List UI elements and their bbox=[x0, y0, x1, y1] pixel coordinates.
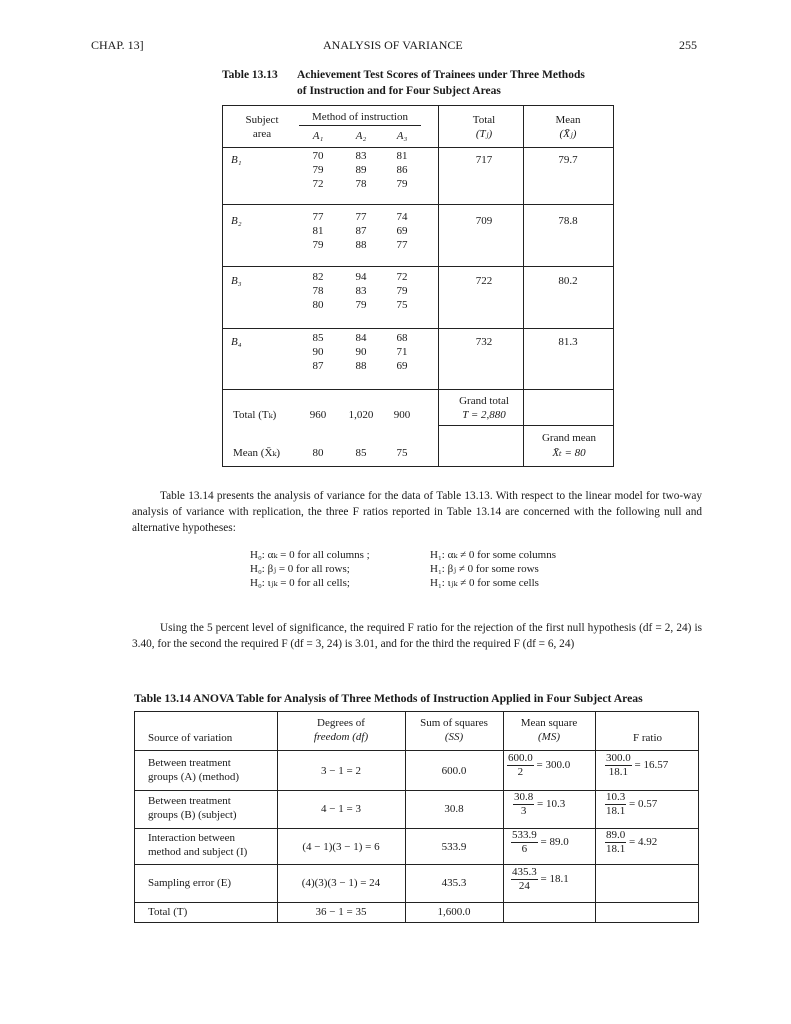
table-13-13 bbox=[222, 105, 614, 467]
cell-a1: 77 81 79 bbox=[312, 211, 324, 251]
h0-rows: H₀: βⱼ = 0 for all rows; bbox=[250, 563, 350, 575]
table-13-14 bbox=[134, 711, 699, 923]
ss-value: 600.0 bbox=[441, 765, 467, 777]
cell-a3: 74 69 77 bbox=[396, 211, 408, 251]
h1-columns: H₁: αₖ ≠ 0 for some columns bbox=[430, 549, 556, 561]
h1-rows: H₁: βⱼ ≠ 0 for some rows bbox=[430, 563, 539, 575]
cell-mean: 81.3 bbox=[558, 336, 578, 348]
row-label: B₂ bbox=[231, 215, 242, 227]
hypotheses-alternative bbox=[430, 548, 556, 590]
source-line-2: method and subject (I) bbox=[148, 846, 248, 858]
head-df-1: Degrees of bbox=[317, 717, 365, 729]
cell-a3: 72 79 75 bbox=[396, 271, 408, 311]
ms-denominator: 2 bbox=[517, 766, 524, 778]
df-value: (4 − 1)(3 − 1) = 6 bbox=[302, 841, 380, 853]
page-number: 255 bbox=[679, 38, 697, 52]
table-13-13-title-line1: Achievement Test Scores of Trainees under Three Methods bbox=[297, 69, 585, 81]
ms-numerator: 600.0 bbox=[508, 752, 533, 764]
source-line-1: Between treatment bbox=[148, 757, 231, 769]
source-line-1: Total (T) bbox=[148, 906, 188, 918]
f-denominator: 18.1 bbox=[606, 805, 626, 817]
head-ss-2: (SS) bbox=[444, 731, 464, 743]
head-area: area bbox=[252, 128, 272, 140]
table-divider bbox=[135, 750, 698, 751]
cell-mean: 80.2 bbox=[558, 275, 578, 287]
table-13-13-title-line2: of Instruction and for Four Subject Areas bbox=[297, 85, 501, 97]
source-line-1: Sampling error (E) bbox=[148, 877, 232, 889]
total-a2: 1,020 bbox=[348, 409, 374, 421]
row-label: B₄ bbox=[231, 336, 242, 348]
cell-total: 717 bbox=[475, 154, 493, 166]
method-underline bbox=[299, 125, 421, 126]
ms-result: = 18.1 bbox=[540, 873, 569, 886]
ms-expression bbox=[507, 752, 570, 779]
mean-a2: 85 bbox=[355, 447, 367, 459]
df-value: (4)(3)(3 − 1) = 24 bbox=[301, 877, 381, 889]
head-source: Source of variation bbox=[148, 732, 233, 744]
head-total-symbol: (Tⱼ) bbox=[475, 128, 493, 140]
cell-a1: 82 78 80 bbox=[312, 271, 324, 311]
table-divider bbox=[438, 106, 439, 466]
cell-a2: 94 83 79 bbox=[355, 271, 367, 311]
head-ss-1: Sum of squares bbox=[420, 717, 488, 729]
head-ms-2: (MS) bbox=[538, 731, 560, 743]
cell-a1: 85 90 87 bbox=[312, 332, 324, 372]
col-a2: A₂ bbox=[355, 130, 367, 142]
cell-a1: 70 79 72 bbox=[312, 150, 324, 190]
cell-total: 732 bbox=[475, 336, 493, 348]
head-subject: Subject bbox=[245, 114, 279, 126]
ss-value: 435.3 bbox=[441, 877, 467, 889]
head-f: F ratio bbox=[632, 732, 663, 744]
ss-value: 30.8 bbox=[444, 803, 464, 815]
table-divider bbox=[135, 902, 698, 903]
grand-total-value: T = 2,880 bbox=[462, 409, 506, 421]
cell-total: 709 bbox=[475, 215, 493, 227]
ms-numerator: 30.8 bbox=[514, 791, 534, 803]
grand-total-label: Grand total bbox=[459, 395, 509, 407]
f-expression bbox=[605, 791, 657, 818]
table-divider bbox=[223, 389, 613, 390]
f-numerator: 89.0 bbox=[606, 829, 626, 841]
table-divider bbox=[223, 266, 613, 267]
mean-row-label: Mean (X̄ₖ) bbox=[233, 447, 281, 459]
table-divider bbox=[523, 106, 524, 466]
col-a1: A₁ bbox=[312, 130, 324, 142]
h0-cells: H₀: ιⱼₖ = 0 for all cells; bbox=[250, 577, 350, 589]
cell-a2: 83 89 78 bbox=[355, 150, 367, 190]
cell-a2: 77 87 88 bbox=[355, 211, 367, 251]
row-label: B₁ bbox=[231, 154, 242, 166]
head-method: Method of instruction bbox=[312, 111, 408, 123]
col-a3: A₃ bbox=[396, 130, 408, 142]
cell-a3: 68 71 69 bbox=[396, 332, 408, 372]
source-line-1: Between treatment bbox=[148, 795, 231, 807]
total-a1: 960 bbox=[309, 409, 327, 421]
df-value: 3 − 1 = 2 bbox=[321, 765, 361, 777]
ms-expression bbox=[511, 866, 569, 893]
head-mean: Mean bbox=[555, 114, 581, 126]
cell-mean: 79.7 bbox=[558, 154, 578, 166]
ms-denominator: 6 bbox=[521, 843, 528, 855]
mean-a1: 80 bbox=[312, 447, 324, 459]
ms-expression bbox=[511, 829, 569, 856]
mean-a3: 75 bbox=[396, 447, 408, 459]
chapter-label: CHAP. 13] bbox=[91, 38, 144, 52]
ss-value: 1,600.0 bbox=[437, 906, 471, 918]
df-value: 36 − 1 = 35 bbox=[315, 906, 367, 918]
ms-denominator: 24 bbox=[518, 880, 530, 892]
head-mean-symbol: (X̄ⱼ) bbox=[559, 128, 577, 140]
f-denominator: 18.1 bbox=[606, 843, 626, 855]
f-denominator: 18.1 bbox=[608, 766, 628, 778]
f-numerator: 10.3 bbox=[606, 791, 626, 803]
source-line-2: groups (B) (subject) bbox=[148, 809, 237, 821]
grand-mean-value: X̄ₜ = 80 bbox=[552, 447, 586, 459]
f-result: = 16.57 bbox=[634, 759, 669, 772]
table-divider bbox=[223, 328, 613, 329]
ms-denominator: 3 bbox=[520, 805, 527, 817]
ss-value: 533.9 bbox=[441, 841, 467, 853]
f-result: = 0.57 bbox=[629, 798, 658, 811]
f-numerator: 300.0 bbox=[606, 752, 631, 764]
h1-cells: H₁: ιⱼₖ ≠ 0 for some cells bbox=[430, 577, 539, 589]
head-ms-1: Mean square bbox=[520, 717, 578, 729]
table-13-13-label: Table 13.13 bbox=[222, 69, 278, 81]
head-df-2: freedom (df) bbox=[313, 731, 369, 743]
grand-mean-label: Grand mean bbox=[541, 432, 597, 444]
running-title: ANALYSIS OF VARIANCE bbox=[323, 38, 463, 52]
df-value: 4 − 1 = 3 bbox=[321, 803, 361, 815]
table-divider bbox=[135, 864, 698, 865]
f-result: = 4.92 bbox=[629, 836, 658, 849]
paragraph-1: Table 13.14 presents the analysis of variance for the data of Table 13.13. With respect to the linear model for two-way analysis of variance with replication, the three F ratios reported in Table 13.14 are concerned with the following null and alternative hypotheses: bbox=[132, 490, 702, 534]
f-expression bbox=[605, 752, 668, 779]
table-13-14-caption: Table 13.14 ANOVA Table for Analysis of Three Methods of Instruction Applied in Four Subject Areas bbox=[134, 692, 643, 705]
cell-a2: 84 90 88 bbox=[355, 332, 367, 372]
paragraph-2: Using the 5 percent level of significance, the required F ratio for the rejection of the first null hypothesis (df = 2, 24) is 3.40, for the second the required F (df = 3, 24) is 3.01, and for the third the required F (df = 6, 24) bbox=[132, 622, 702, 650]
total-row-label: Total (Tₖ) bbox=[233, 409, 277, 421]
h0-columns: H₀: αₖ = 0 for all columns ; bbox=[250, 549, 370, 561]
table-divider bbox=[438, 425, 613, 426]
f-expression bbox=[605, 829, 657, 856]
row-label: B₃ bbox=[231, 275, 242, 287]
ms-result: = 89.0 bbox=[540, 836, 569, 849]
cell-mean: 78.8 bbox=[558, 215, 578, 227]
cell-total: 722 bbox=[475, 275, 493, 287]
total-a3: 900 bbox=[393, 409, 411, 421]
cell-a3: 81 86 79 bbox=[396, 150, 408, 190]
source-line-2: groups (A) (method) bbox=[148, 771, 240, 783]
head-total: Total bbox=[472, 114, 496, 126]
table-divider bbox=[223, 147, 613, 148]
hypotheses-null bbox=[250, 548, 370, 590]
table-divider bbox=[223, 204, 613, 205]
ms-expression bbox=[513, 791, 565, 818]
ms-numerator: 435.3 bbox=[512, 866, 537, 878]
ms-numerator: 533.9 bbox=[512, 829, 537, 841]
ms-result: = 300.0 bbox=[536, 759, 571, 772]
source-line-1: Interaction between bbox=[148, 832, 236, 844]
ms-result: = 10.3 bbox=[537, 798, 566, 811]
